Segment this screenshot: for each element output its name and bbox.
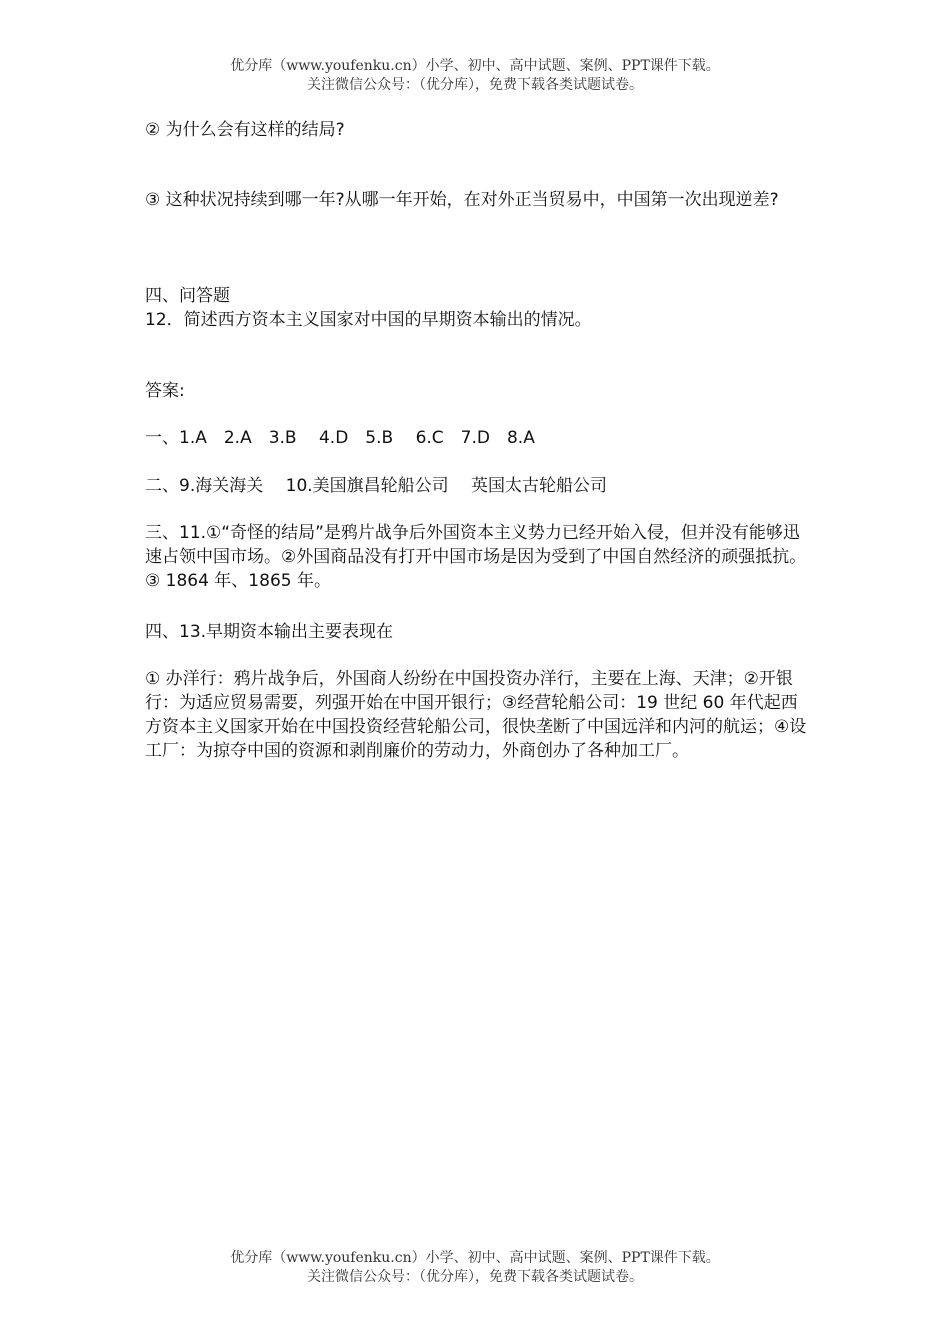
footer-line-1: 优分库（www.youfenku.cn）小学、初中、高中试题、案例、PPT课件下载。 xyxy=(230,1250,720,1266)
answers-part-1: 一、1.A 2.A 3.B 4.D 5.B 6.C 7.D 8.A xyxy=(145,428,535,448)
section-4-title: 四、问答题 xyxy=(145,286,230,306)
question-11-part-2: ② 为什么会有这样的结局? xyxy=(145,120,345,140)
header-line-1: 优分库（www.youfenku.cn）小学、初中、高中试题、案例、PPT课件下载。 xyxy=(230,58,720,74)
answers-part-4-title: 四、13.早期资本输出主要表现在 xyxy=(145,622,394,642)
answers-title: 答案: xyxy=(145,381,185,401)
page-header xyxy=(0,57,950,95)
page-footer xyxy=(0,1249,950,1287)
answers-part-4-body: ① 办洋行：鸦片战争后，外国商人纷纷在中国投资办洋行，主要在上海、天津；②开银行：为适应贸易需要，列强开始在中国开银行；③经营轮船公司：19 世纪 60 年代起西方资本主义国家开始在中国投资经营轮船公司，很快垄断了中国远洋和内河的航运；④设工厂：为掠夺中国的资源和剥削廉价的劳动力，外商创办了各种加工厂。 xyxy=(145,669,807,761)
answers-part-3: 三、11.①“奇怪的结局”是鸦片战争后外国资本主义势力已经开始入侵，但并没有能够迅速占领中国市场。②外国商品没有打开中国市场是因为受到了中国自然经济的顽强抵抗。③ 1864 年、1865 年。 xyxy=(145,523,807,591)
footer-line-2: 关注微信公众号：（优分库），免费下载各类试题试卷。 xyxy=(307,1269,643,1285)
question-12: 12．简述西方资本主义国家对中国的早期资本输出的情况。 xyxy=(145,310,592,330)
question-11-part-3: ③ 这种状况持续到哪一年?从哪一年开始，在对外正当贸易中，中国第一次出现逆差? xyxy=(145,190,779,210)
answers-part-2: 二、9.海关海关 10.美国旗昌轮船公司 英国太古轮船公司 xyxy=(145,476,608,496)
header-line-2: 关注微信公众号：（优分库），免费下载各类试题试卷。 xyxy=(307,77,643,93)
